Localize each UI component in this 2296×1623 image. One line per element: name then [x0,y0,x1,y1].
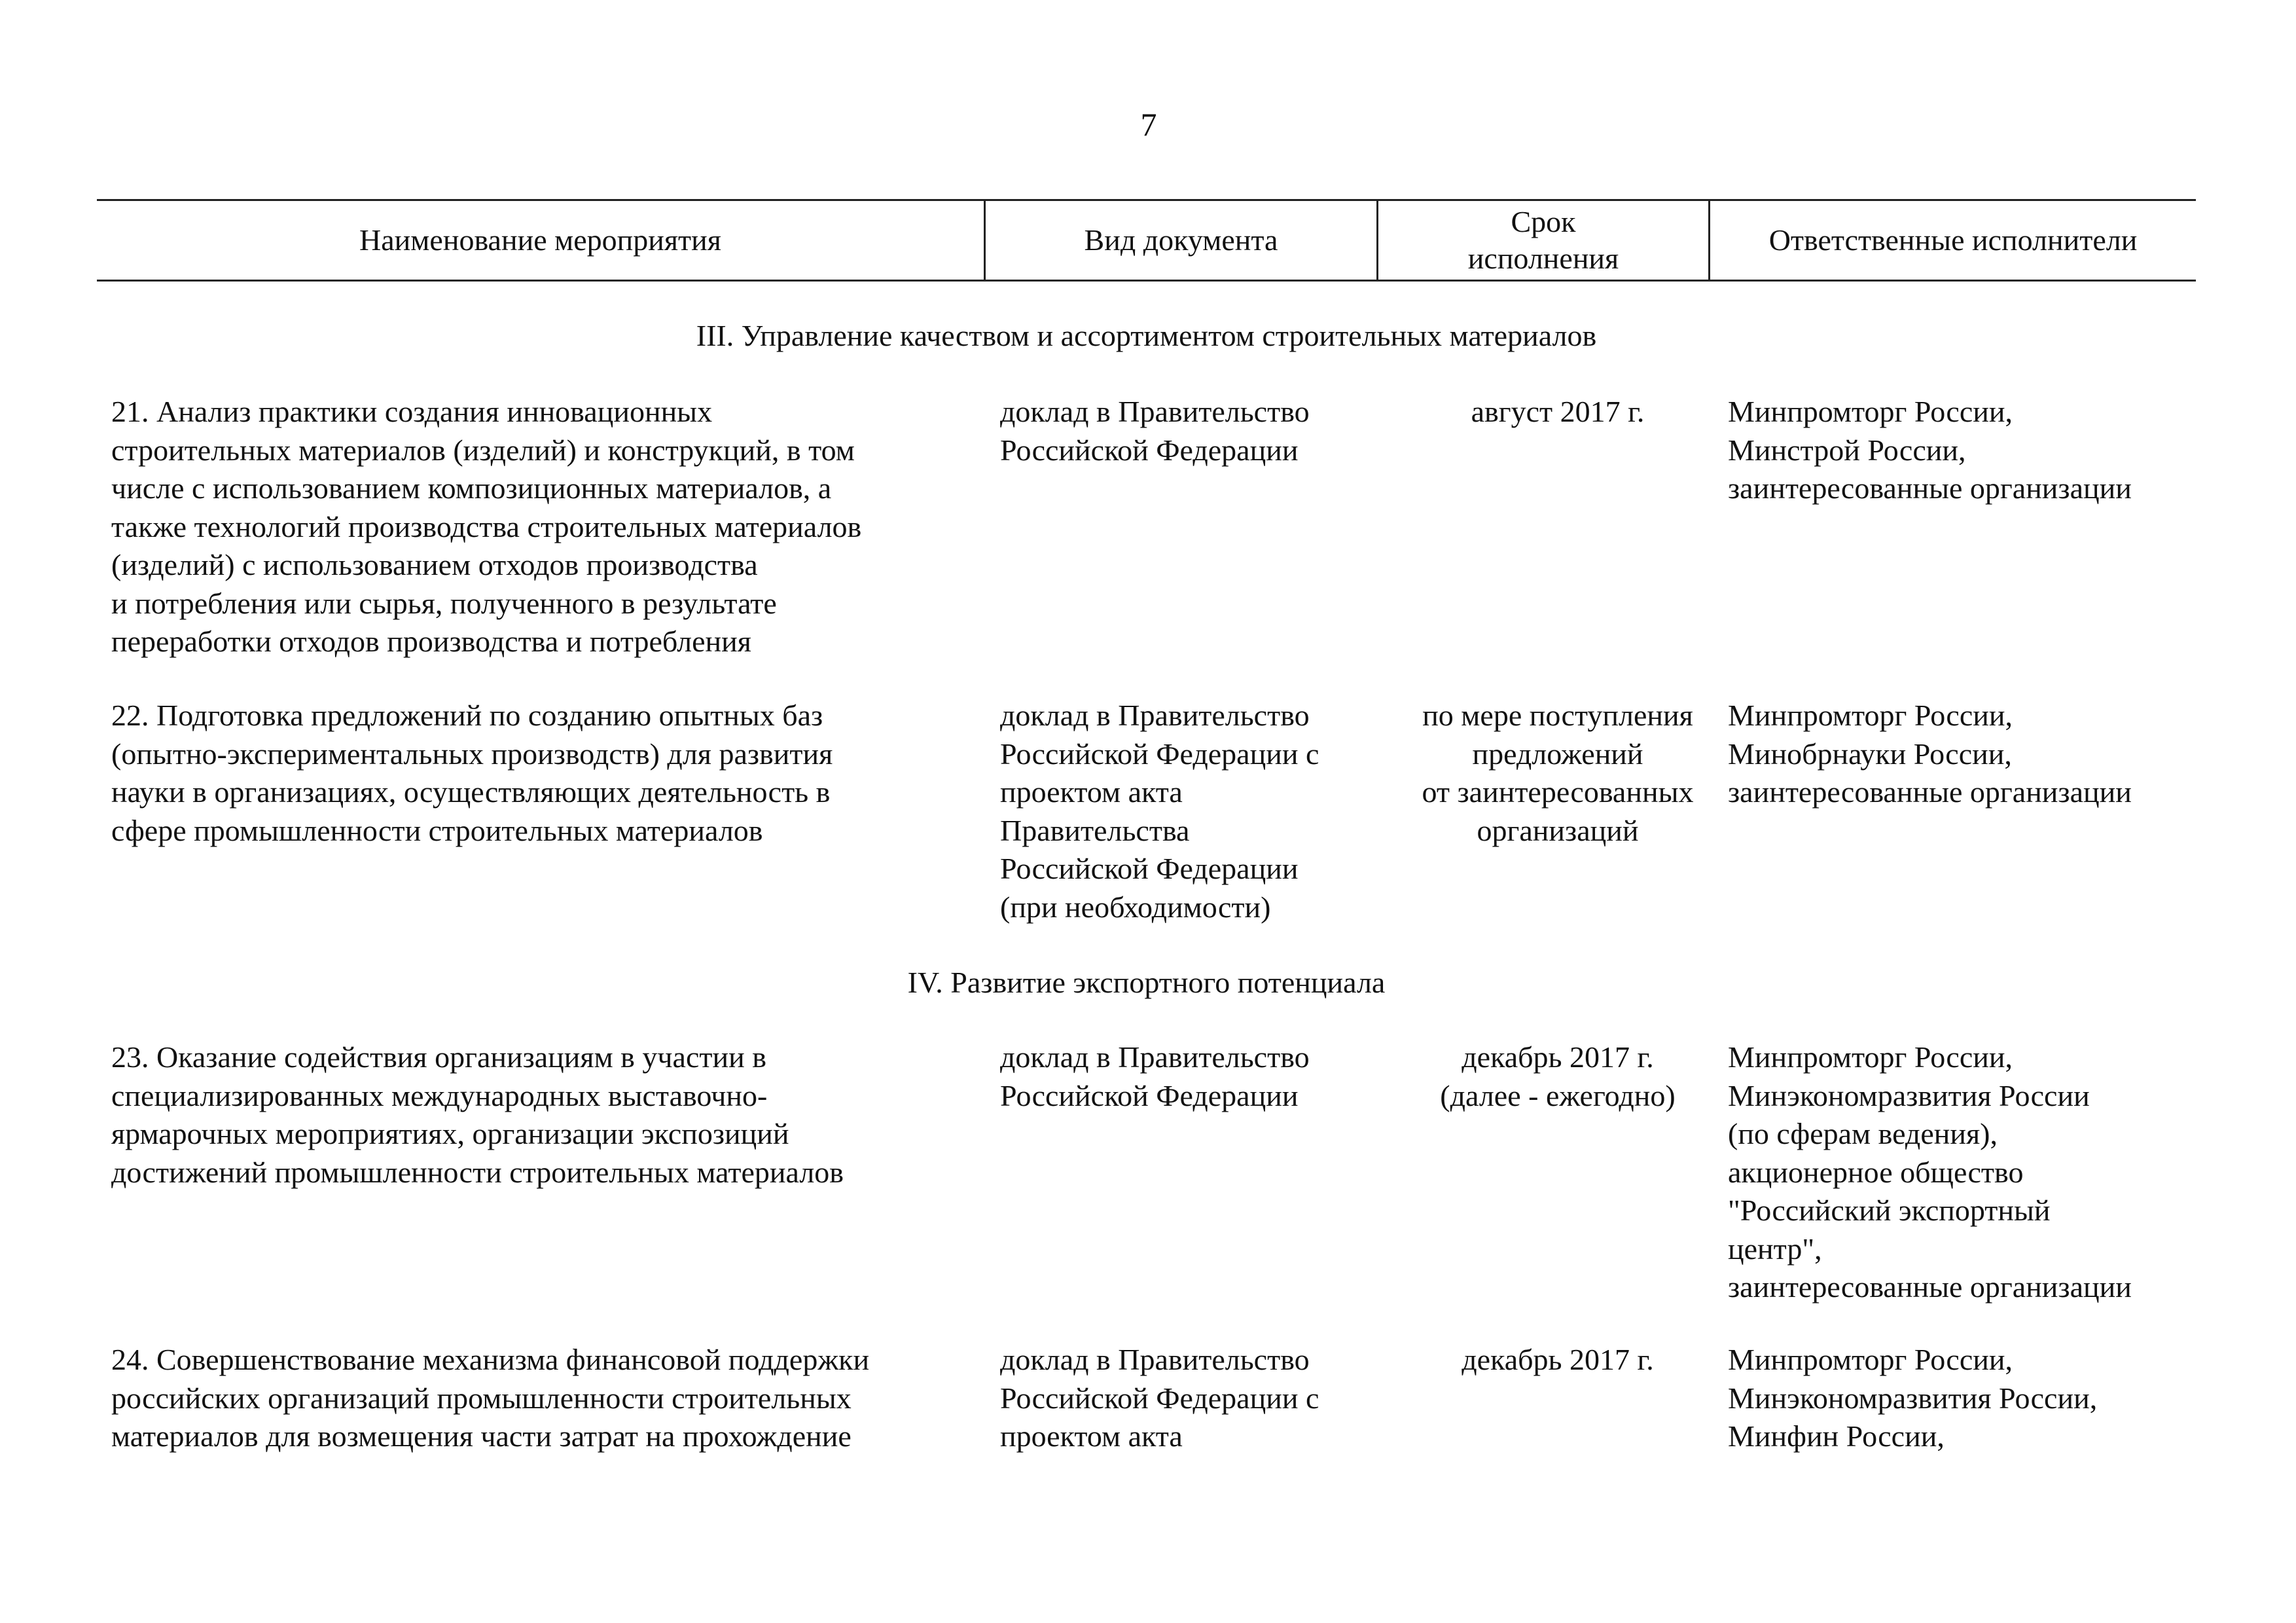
text-line: доклад в Правительство [1000,1040,1310,1074]
text-line: Минпромторг России, [1728,1343,2013,1376]
section-title-iv: IV. Развитие экспортного потенциала [907,966,1386,999]
text-line: науки в организациях, осуществляющих деятельность в [111,775,831,809]
text-line: 21. Анализ практики создания инновационных [111,395,713,428]
text-line: декабрь 2017 г. [1462,1040,1654,1074]
table-header [97,199,2196,282]
text-line: достижений промышленности строительных материалов [111,1155,844,1189]
text-line: от заинтересованных [1422,775,1694,809]
header-doc-type: Вид документа [984,201,1376,280]
text-line: август 2017 г. [1471,395,1645,428]
text-line: переработки отходов производства и потребления [111,625,751,658]
text-line: проектом акта [1000,775,1183,809]
text-line: Минпромторг России, [1728,1040,2013,1074]
text-line: акционерное общество [1728,1155,2024,1189]
text-line: Правительства [1000,813,1190,847]
text-line: 22. Подготовка предложений по созданию опытных баз [111,699,823,732]
text-line: (опытно-экспериментальных производств) для развития [111,737,833,771]
text-line: Российской Федерации [1000,433,1299,467]
text-line: Минпромторг России, [1728,699,2013,732]
text-line: центр", [1728,1231,1822,1266]
row-21-term [1381,393,1734,431]
row-24-name [111,1341,869,1456]
text-line: Минэкономразвития России, [1728,1381,2098,1415]
text-line: строительных материалов (изделий) и конструкций, в том [111,433,855,467]
text-line: (изделий) с использованием отходов производства [111,548,758,581]
text-line: по мере поступления [1422,699,1693,732]
text-line: сфере промышленности строительных материалов [111,813,763,847]
text-line: 23. Оказание содействия организациям в участии в [111,1040,766,1074]
text-line: специализированных международных выставочно- [111,1078,768,1112]
row-23-name [111,1038,844,1192]
row-22-responsible [1728,697,2132,812]
text-line: Российской Федерации с [1000,737,1319,771]
header-responsible: Ответственные исполнители [1708,201,2196,280]
text-line: "Российский экспортный [1728,1194,2051,1227]
text-line: также технологий производства строительных материалов [111,509,862,543]
text-line: числе с использованием композиционных материалов, а [111,471,832,505]
text-line: заинтересованные организации [1728,471,2132,505]
text-line: (по сферам ведения), [1728,1117,1998,1150]
text-line: (далее - ежегодно) [1440,1078,1676,1112]
row-24-doc [1000,1341,1319,1456]
text-line: и потребления или сырья, полученного в результате [111,586,777,620]
header-name: Наименование мероприятия [359,223,721,257]
text-line: доклад в Правительство [1000,395,1310,428]
text-line: российских организаций промышленности строительных [111,1381,852,1415]
text-line: Минпромторг России, [1728,395,2013,428]
text-line: Российской Федерации [1000,852,1299,885]
row-22-name [111,697,833,850]
text-line: организаций [1477,813,1639,847]
row-23-term [1381,1038,1734,1115]
row-24-responsible [1728,1341,2097,1456]
row-23-doc [1000,1038,1310,1115]
text-line: Минобрнауки России, [1728,737,2012,771]
page-number: 7 [1140,106,1157,143]
text-line: доклад в Правительство [1000,1343,1310,1376]
header-term-line: исполнения [1467,242,1619,275]
row-21-name [111,393,861,661]
text-line: проектом акта [1000,1419,1183,1453]
header-term [1376,201,1708,280]
row-21-responsible [1728,393,2132,508]
text-line: ярмарочных мероприятиях, организации экспозиций [111,1117,789,1150]
row-21-doc [1000,393,1310,469]
section-title-iii: III. Управление качеством и ассортиментом строительных материалов [696,319,1597,352]
text-line: материалов для возмещения части затрат на прохождение [111,1419,852,1453]
text-line: (при необходимости) [1000,890,1271,924]
text-line: Минэкономразвития России [1728,1078,2090,1112]
text-line: предложений [1472,737,1643,771]
text-line: 24. Совершенствование механизма финансовой поддержки [111,1343,870,1376]
text-line: Российской Федерации [1000,1078,1299,1112]
row-24-term [1381,1341,1734,1379]
text-line: декабрь 2017 г. [1462,1343,1654,1376]
row-23-responsible [1728,1038,2132,1307]
text-line: Минстрой России, [1728,433,1966,467]
text-line: Российской Федерации с [1000,1381,1319,1415]
text-line: заинтересованные организации [1728,1270,2132,1304]
text-line: доклад в Правительство [1000,699,1310,732]
text-line: Минфин России, [1728,1419,1945,1453]
header-term-line: Срок [1511,205,1576,238]
text-line: заинтересованные организации [1728,775,2132,809]
row-22-doc [1000,697,1319,926]
row-22-term [1381,697,1734,850]
